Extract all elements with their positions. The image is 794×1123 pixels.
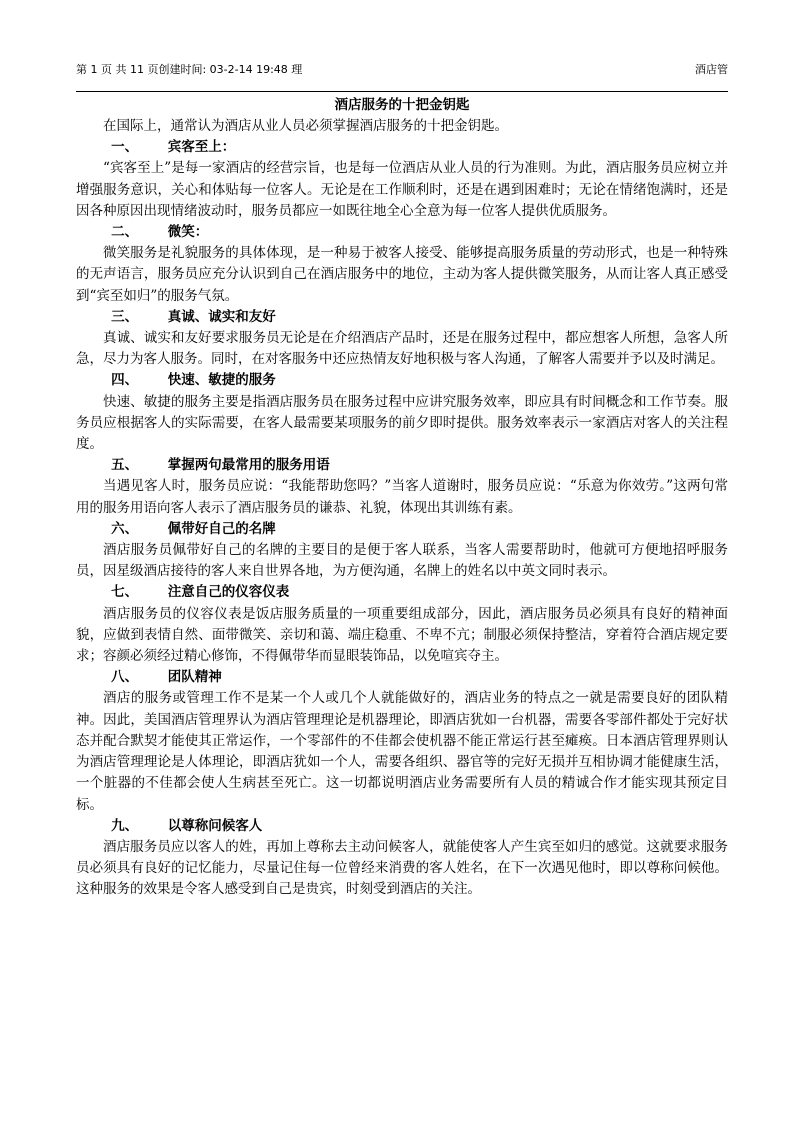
section-paragraph: 当遇见客人时，服务员应说：“我能帮助您吗？”当客人道谢时，服务员应说：“乐意为你效劳。”这两句常用的服务用语向客人表示了酒店服务员的谦恭、礼貌，体现出其训练有素。 [76,478,728,516]
section-5 [76,455,728,519]
section-number: 七、 [111,584,139,601]
header-category: 酒店管 [695,63,728,76]
section-paragraph: 酒店服务员的仪容仪表是饭店服务质量的一项重要组成部分，因此，酒店服务员必须具有良好的精神面貌，应做到表情自然、面带微笑、亲切和蔼、端庄稳重、不卑不亢；制服必须保持整洁，穿着符合酒店规定要求；容颜必须经过精心修饰，不得佩带华而显眼装饰品，以免喧宾夺主。 [76,605,728,665]
section-heading [76,222,728,243]
section-number: 九、 [111,817,139,834]
section-4 [76,370,728,455]
section-2 [76,222,728,307]
section-number: 五、 [111,457,139,474]
section-title: 佩带好自己的名牌 [167,520,276,537]
section-heading [76,519,728,540]
document-body [76,95,728,901]
section-heading [76,370,728,391]
section-title: 宾客至上： [167,139,236,156]
section-heading [76,667,728,688]
section-title: 快速、敏捷的服务 [167,372,276,389]
section-number: 三、 [111,308,139,325]
section-title: 微笑： [167,224,209,241]
section-heading [76,816,728,837]
section-number: 四、 [111,372,139,389]
section-heading [76,137,728,158]
section-3 [76,307,728,371]
section-7 [76,582,728,667]
section-paragraph: 酒店的服务或管理工作不是某一个人或几个人就能做好的，酒店业务的特点之一就是需要良好的团队精神。因此，美国酒店管理界认为酒店管理理论是机器理论，即酒店犹如一台机器，需要各零部件都处于完好状态并配合默契才能使其正常运作，一个零部件的不佳都会使机器不能正常运行甚至瘫痪。日本酒店管理界则认为酒店管理理论是人体理论，即酒店犹如一个人，需要各组织、器官等的完好无损并互相协调才能健康生活，一个脏器的不佳都会使人生病甚至死亡。这一切都说明酒店业务需要所有人员的精诚合作才能实现其预定目标。 [76,690,728,813]
section-number: 六、 [111,520,139,537]
section-number: 二、 [111,224,139,241]
section-1 [76,137,728,222]
section-8 [76,667,728,815]
section-paragraph: 酒店服务员应以客人的姓，再加上尊称去主动问候客人，就能使客人产生宾至如归的感觉。这就要求服务员必须具有良好的记忆能力，尽量记住每一位曾经来消费的客人姓名，在下一次遇见他时，即以尊称问候他。这种服务的效果是令客人感受到自己是贵宾，时刻受到酒店的关注。 [76,838,728,898]
section-paragraph: 快速、敏捷的服务主要是指酒店服务员在服务过程中应讲究服务效率，即应具有时间概念和工作节奏。服务员应根据客人的实际需要，在客人最需要某项服务的前夕即时提供。服务效率表示一家酒店对客人的关注程度。 [76,393,728,453]
header-divider [76,91,728,92]
section-paragraph: “宾客至上”是每一家酒店的经营宗旨，也是每一位酒店从业人员的行为准则。为此，酒店服务员应树立并增强服务意识，关心和体贴每一位客人。无论是在工作顺利时，还是在遇到困难时；无论在情绪饱满时，还是因各种原因出现情绪波动时，服务员都应一如既往地全心全意为每一位客人提供优质服务。 [76,160,728,219]
section-heading [76,455,728,476]
page-header [76,62,728,92]
section-title: 掌握两句最常用的服务用语 [167,457,330,474]
section-9 [76,816,728,901]
section-paragraph: 微笑服务是礼貌服务的具体体现，是一种易于被客人接受、能够提高服务质量的劳动形式，也是一种特殊的无声语言，服务员应充分认识到自己在酒店服务中的地位，主动为客人提供微笑服务，从而让客人真正感受到“宾至如归”的服务气氛。 [76,245,728,304]
intro-paragraph: 在国际上，通常认为酒店从业人员必须掌握酒店服务的十把金钥匙。 [103,118,508,134]
section-heading [76,307,728,328]
section-title: 团队精神 [167,669,222,686]
section-6 [76,519,728,583]
document-title: 酒店服务的十把金钥匙 [334,97,470,113]
header-page-info: 第 1 页 共 11 页创建时间: 03-2-14 19:48 理 [76,63,303,76]
section-number: 八、 [111,669,139,686]
section-number: 一、 [111,139,139,156]
section-title: 以尊称问候客人 [167,817,263,834]
section-paragraph: 真诚、诚实和友好要求服务员无论是在介绍酒店产品时，还是在服务过程中，都应想客人所想，急客人所急，尽力为客人服务。同时，在对客服务中还应热情友好地积极与客人沟通，了解客人需要并予以及时满足。 [76,330,728,368]
section-paragraph: 酒店服务员佩带好自己的名牌的主要目的是便于客人联系，当客人需要帮助时，他就可方便地招呼服务员，因星级酒店接待的客人来自世界各地，为方便沟通，名牌上的姓名以中英文同时表示。 [76,542,728,580]
section-heading [76,582,728,603]
section-title: 注意自己的仪容仪表 [167,584,290,601]
section-title: 真诚、诚实和友好 [167,308,276,325]
